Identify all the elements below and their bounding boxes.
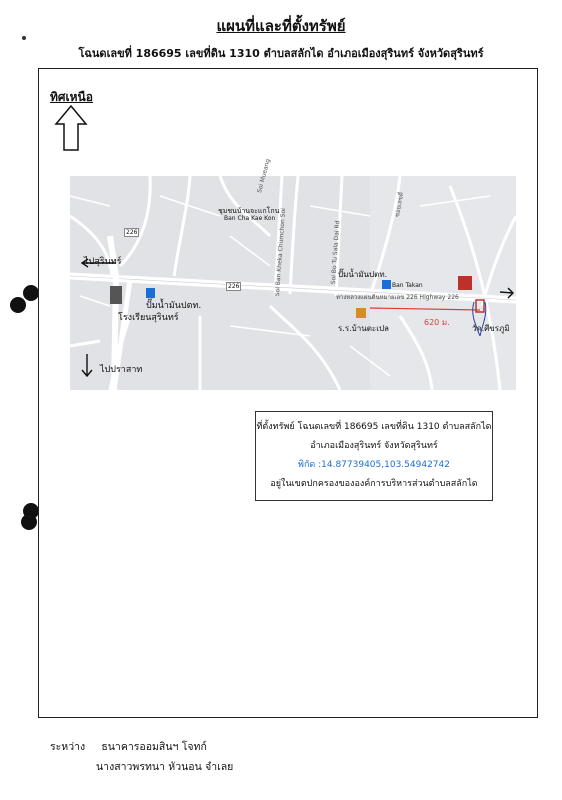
scan-speck [22, 36, 26, 40]
footer-defendant: นางสาวพรทนา หัวนอน จำเลย [96, 761, 234, 773]
north-arrow-icon [54, 104, 88, 152]
punch-hole [10, 297, 26, 313]
label-distance: 620 ม. [424, 318, 450, 327]
footer-label: ระหว่าง [50, 741, 86, 753]
location-map [70, 158, 516, 390]
punch-hole [21, 514, 37, 530]
gas-station-icon [382, 280, 391, 289]
label-property: วัด.ศีขรภูมิ [472, 324, 510, 333]
route-shield: 226 [228, 283, 240, 290]
road-name: Soi Bo Tu Sala Dai Rd [330, 220, 342, 285]
school-icon [356, 308, 366, 318]
label-to-prasat: ไปปราสาท [100, 365, 143, 375]
label-school: โรงเรียนสุรินทร์ [118, 313, 179, 323]
info-line-2: อำเภอเมืองสุรินทร์ จังหวัดสุรินทร์ [310, 441, 438, 451]
document-title: แผนที่และที่ตั้งทรัพย์ [216, 17, 346, 35]
info-line-4: อยู่ในเขตปกครองขององค์การบริหารส่วนตำบลสลักได [270, 479, 478, 489]
document-subtitle: โฉนดเลขที่ 186695 เลขที่ดิน 1310 ตำบลสลักได อำเภอเมืองสุรินทร์ จังหวัดสุรินทร์ [78, 47, 484, 60]
footer-parties [50, 738, 207, 755]
arrow-down-icon [80, 354, 94, 380]
property-info-box [255, 411, 493, 501]
arrow-right-icon [500, 286, 516, 300]
info-coordinates [256, 456, 492, 475]
map-frame [38, 68, 538, 718]
building-icon [110, 286, 122, 304]
label-hospital: ร.ร.บ้านตะเปล [338, 324, 389, 333]
punch-hole [23, 285, 39, 301]
road-name: ซอยเลขคี่ [393, 191, 406, 218]
gas-station-icon [146, 288, 155, 298]
coordinates-value: 14.87739405,103.54942742 [321, 460, 450, 470]
temple-icon [458, 276, 472, 290]
info-line-1: ที่ตั้งทรัพย์ โฉนดเลขที่ 186695 เลขที่ดิน 1310 ตำบลสลักได [256, 422, 492, 432]
property-marker-icon [470, 298, 490, 338]
coordinates-label: พิกัด : [298, 460, 322, 470]
label-gas-station-left: ปั๊มน้ำมันปตท. [146, 301, 202, 311]
road-name: Soi Ban Kheka Chumchon Soi [274, 207, 288, 297]
label-gas-station-right: ปั๊มน้ำมันปตท. [338, 270, 388, 279]
route-shield: 226 [126, 229, 138, 236]
label-village: ชุมชนบ้านจะแกโกน [218, 207, 280, 215]
road-name: Soi Mueang [256, 158, 272, 194]
footer-plaintiff: ธนาคารออมสินฯ โจทก์ [101, 741, 207, 753]
north-label: ทิศเหนือ [50, 90, 93, 104]
label-to-surin: ไปสุรินทร์ [84, 257, 122, 267]
label-ban-takan: Ban Takan [392, 282, 423, 289]
label-highway: ทางหลวงแผ่นดินหมายเลข 226 Highway 226 [336, 294, 459, 301]
label-village-en: Ban Cha Kae Kon [224, 215, 276, 222]
